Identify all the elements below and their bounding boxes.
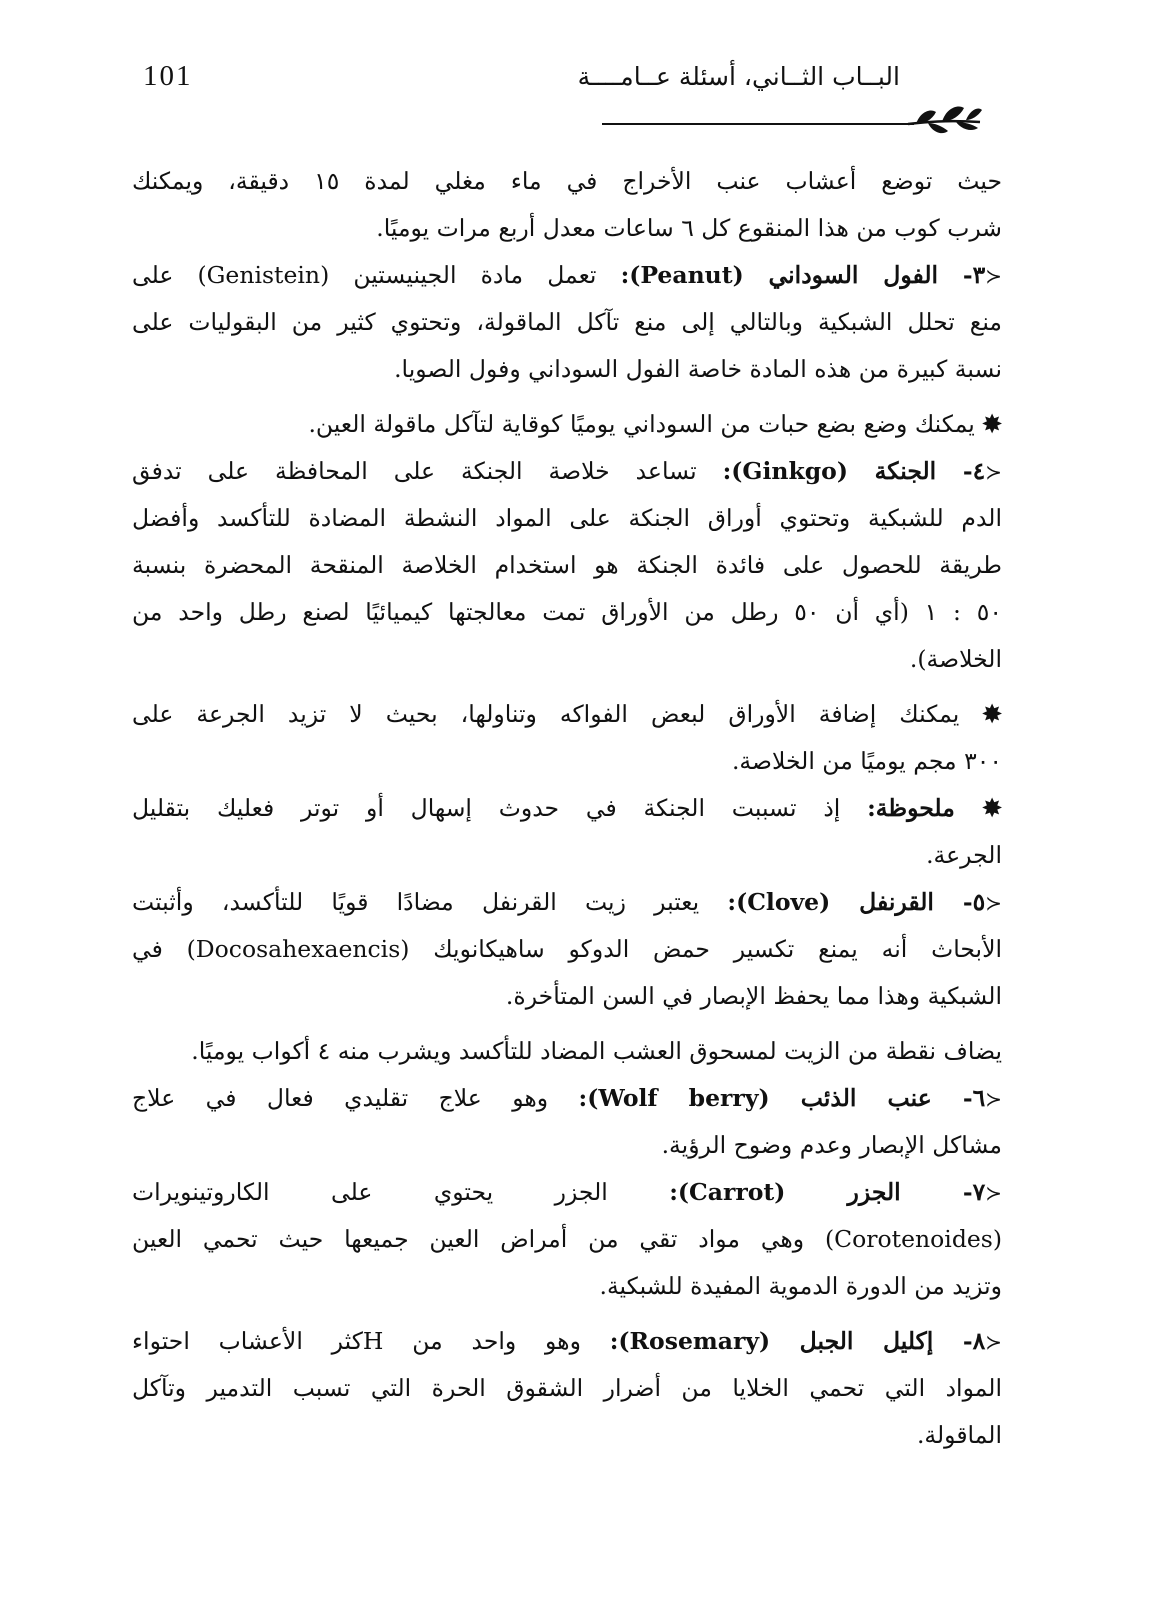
star-bullet-icon: ✸	[982, 410, 1002, 438]
arrow-bullet-icon: ≺	[985, 460, 1002, 484]
header-rule	[602, 123, 914, 125]
text-line: وتزيد من الدورة الدموية المفيدة للشبكية.	[599, 1272, 1002, 1300]
star-bullet-icon: ✸	[982, 794, 1002, 822]
text-line: طريقة للحصول على فائدة الجنكة هو استخدام الخلاصة المنقحة المحضرة بنسبة	[132, 551, 1002, 579]
text-line: الشبكية وهذا مما يحفظ الإبصار في السن المتأخرة.	[505, 982, 1002, 1010]
text-line: المواد التي تحمي الخلايا من أضرار الشقوق الحرة التي تسبب التدمير وتآكل	[132, 1374, 1002, 1402]
text-line: شرب كوب من هذا المنقوع كل ٦ ساعات معدل أربع مرات يوميًا.	[376, 214, 1002, 242]
arrow-bullet-icon: ≺	[985, 264, 1002, 288]
arrow-bullet-icon: ≺	[985, 1087, 1002, 1111]
text-line: ≺٥- القرنفل (Clove): يعتبر زيت القرنفل مضادًا قويًا للتأكسد، وأثبتت	[132, 879, 1002, 926]
leaf-ornament-icon	[906, 98, 984, 140]
arrow-bullet-icon: ≺	[985, 1330, 1002, 1354]
text-line: الخلاصة).	[909, 645, 1002, 673]
text-line: الأبحاث أنه يمنع تكسير حمض الدوكو ساهيكانويك (Docosahexaencis) في	[132, 935, 1002, 963]
item-heading: ٣- الفول السوداني (Peanut):	[620, 261, 986, 289]
text-line: ٥٠ : ١ (أي أن ٥٠ رطل من الأوراق تمت معالجتها كيميائيًا لصنع رطل واحد من	[132, 598, 1002, 626]
text-line: نسبة كبيرة من هذه المادة خاصة الفول السوداني وفول الصويا.	[394, 355, 1002, 383]
text-line: الجرعة.	[926, 841, 1002, 869]
item-heading: ٤- الجنكة (Ginkgo):	[722, 457, 986, 485]
page-number: 101	[143, 60, 193, 92]
text-line: منع تحلل الشبكية وبالتالي إلى منع تآكل الماقولة، وتحتوي كثير من البقوليات على	[132, 308, 1002, 336]
text-line: حيث توضع أعشاب عنب الأخراج في ماء مغلي لمدة ١٥ دقيقة، ويمكنك	[132, 167, 1002, 195]
arrow-bullet-icon: ≺	[985, 1181, 1002, 1205]
text-line: الماقولة.	[916, 1421, 1002, 1449]
text-line: ≺٤- الجنكة (Ginkgo): تساعد خلاصة الجنكة على المحافظة على تدفق	[132, 448, 1002, 495]
item-heading: ٥- القرنفل (Clove):	[727, 888, 986, 916]
item-heading: ٨- إكليل الجبل (Rosemary):	[609, 1327, 986, 1355]
star-bullet-icon: ✸	[982, 700, 1002, 728]
text-line: ٣٠٠ مجم يوميًا من الخلاصة.	[731, 747, 1002, 775]
item-heading: ٧- الجزر (Carrot):	[669, 1178, 986, 1206]
text-line: ≺٨- إكليل الجبل (Rosemary): وهو واحد من Hكثر الأعشاب احتواء	[132, 1318, 1002, 1365]
body-text	[132, 158, 1002, 1459]
text-line: ✸ ملحوظة: إذ تسببت الجنكة في حدوث إسهال أو توتر فعليك بتقليل	[132, 794, 1002, 822]
text-line: ≺٦- عنب الذئب (Wolf berry): وهو علاج تقليدي فعال في علاج	[132, 1075, 1002, 1122]
text-line: الدم للشبكية وتحتوي أوراق الجنكة على المواد النشطة المضادة للتأكسد وأفضل	[132, 504, 1002, 532]
running-head: البــاب الثــاني، أسئلة عــامــــة	[577, 62, 900, 91]
text-line: يضاف نقطة من الزيت لمسحوق العشب المضاد للتأكسد ويشرب منه ٤ أكواب يوميًا.	[191, 1037, 1002, 1065]
text-line: ≺٣- الفول السوداني (Peanut): تعمل مادة الجينيستين (Genistein) على	[132, 252, 1002, 299]
text-line: ✸ يمكنك إضافة الأوراق لبعض الفواكه وتناولها، بحيث لا تزيد الجرعة على	[132, 700, 1002, 728]
item-heading: ٦- عنب الذئب (Wolf berry):	[578, 1084, 986, 1112]
text-line: ≺٧- الجزر (Carrot): الجزر يحتوي على الكاروتينويرات	[132, 1169, 1002, 1216]
text-line: (Corotenoides) وهي مواد تقي من أمراض العين جميعها حيث تحمي العين	[132, 1225, 1002, 1253]
text-line: مشاكل الإبصار وعدم وضوح الرؤية.	[661, 1131, 1002, 1159]
text-line: ✸ يمكنك وضع بضع حبات من السوداني يوميًا كوقاية لتآكل ماقولة العين.	[308, 410, 1002, 438]
note-heading: ملحوظة:	[867, 794, 983, 822]
arrow-bullet-icon: ≺	[985, 891, 1002, 915]
